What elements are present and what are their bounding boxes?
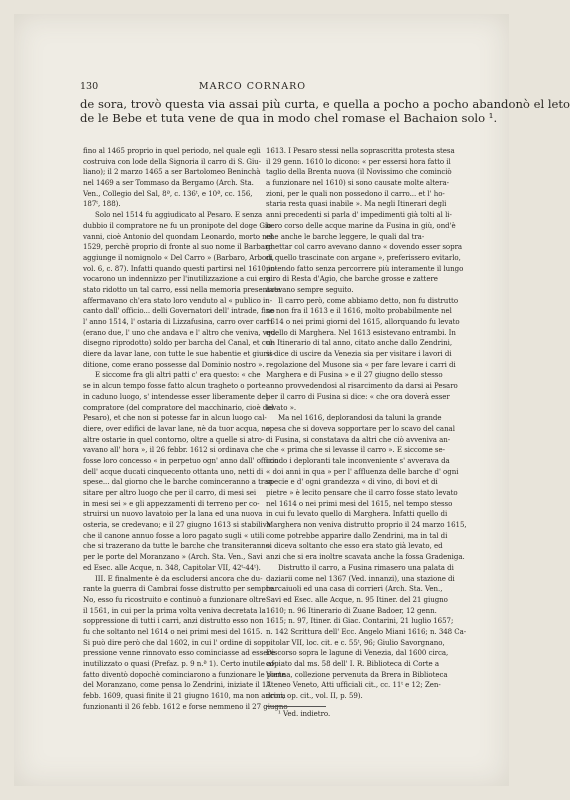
text-line: Distrutto il carro, a Fusina rimasero una palata di (278, 562, 454, 572)
text-line: Marghera e di Fusina » e il 27 giugno dello stesso (266, 370, 443, 380)
text-line: 1610; n. 96 Itinerario di Zuane Badoer, 12 genn. (266, 605, 437, 615)
text-line: Pesaro), et che non si potesse far in alcun luogo cal- (83, 413, 267, 423)
text-line: altre ostarie in quel contorno, oltre a quelle si atro- (83, 434, 265, 444)
text-line: specie e d' ogni grandezza « di vino, di bovi et di (266, 477, 438, 487)
text-line: Marghera non veniva distrutto proprio il 24 marzo 1615, (266, 520, 467, 530)
text-line: 1613. I Pesaro stessi nella soprascritta protesta stesa (266, 146, 455, 155)
text-line: Ateneo Veneto, Atti ufficiali cit., cc. 11ᵗ e 12; Zen- (266, 680, 441, 690)
text-line: fatto diventò dopochè cominciarono a funzionare le porte (83, 669, 286, 679)
text-line: 187ᵗ, 188). (83, 199, 121, 209)
text-line: 1614 o nei primi giorni del 1615, allorquando fu levato (266, 317, 460, 326)
text-line: ed Esec. alle Acque, n. 348, Capitolar VII, 42ᵗ-44ᵗ). (83, 562, 261, 572)
text-line: in caduno luogo, s' intendesse esser liberamente del (83, 391, 268, 401)
text-line: Solo nel 1514 fu aggiudicato al Pesaro. E senza (95, 210, 263, 220)
text-line: Ma nel 1616, deplorandosi da taluni la grande (278, 413, 442, 423)
text-line: n. 142 Scrittura dell' Ecc. Angelo Miani 1616; n. 348 Ca- (266, 626, 467, 636)
text-line: che il canone annuo fosse a loro pagato sugli « utili (83, 530, 265, 540)
text-line: struirsi un nuovo lavatoio per la lana ed una nuova (83, 509, 263, 519)
footnote-separator (266, 706, 326, 707)
text-line: se non fra il 1613 e il 1616, molto probabilmente nel (266, 306, 452, 316)
text-line: stato ridotto un tal carro, essi nella memoria presentata (83, 284, 281, 294)
text-line: potendo fatto senza percorrere più interamente il lungo (266, 263, 464, 273)
text-line: inutilizzato o quasi (Prefaz. p. 9 n.ª 1). Certo inutile af- (83, 659, 276, 668)
running-head (80, 81, 425, 95)
text-line: costruiva con lode della Signoria il carro di S. Giu- (83, 156, 262, 166)
intro-line: de le Bebe et tuta vene de qua in modo chel romase el Bachaion solo ¹. (80, 111, 498, 126)
text-line: se in alcun tempo fosse fatto alcun tragheto o porte (83, 381, 266, 391)
text-line: nel 1469 a ser Tommaso da Bergamo (Arch. Sta. (83, 178, 254, 188)
text-line: drini, op. cit., vol. II, p. 59). (266, 691, 363, 701)
text-line: barcaiuoli ed una casa di corrieri (Arch. Sta. Ven., (266, 584, 443, 594)
text-line: come potrebbe apparire dallo Zendrini, ma in tal di (266, 530, 448, 540)
text-line: quello di Marghera. Nel 1613 esistevano entrambi. In (266, 327, 456, 337)
text-line: per il carro di Fusina si dice: « che ora doverà esser (266, 391, 450, 401)
text-line: osteria, se credevano; e il 27 giugno 1613 si stabiliva (83, 520, 271, 530)
text-line: E siccome fra gli altri patti c' era questo: « che (95, 370, 261, 380)
text-line: vocarono un indennizzo per l'inutilizzazione a cui era (83, 274, 271, 284)
header-title: MARCO CORNARO (198, 81, 307, 92)
text-line: febb. 1609, quasi finite il 21 giugno 1610, ma non ancora (83, 691, 286, 701)
text-line: condo i deploranti tale inconveniente s' avverava da (266, 455, 450, 465)
text-line: che si trazerano da tutte le barche che transiteranno (83, 541, 270, 551)
text-line: anno provvedendosi al risarcimento da darsi ai Pesaro (266, 381, 458, 391)
text-line: fosse loro concesso « in perpetuo ogn' anno dall' officio (83, 455, 279, 465)
text-line: compratore (del compratore del macchinario, cioè del (83, 402, 274, 412)
right-column (266, 146, 467, 719)
text-line: regolazione del Musone sia « per fare levare i carri di (266, 359, 456, 369)
text-line: daziarii come nel 1367 (Ved. innanzi), una stazione di (266, 573, 455, 583)
text-line: soppressione di tutti i carri, anzi distrutto esso non (83, 616, 264, 626)
text-line: dubbio il compratore ne fu un pronipote del doge Gio- (83, 220, 274, 230)
text-line: liano); il 2 marzo 1465 a ser Bartolomeo Beninchà (83, 167, 261, 177)
text-line: (erano due, l' uno che andava e l' altro che veniva, ved. (83, 327, 278, 337)
text-line: funzionanti il 26 febb. 1612 e forse nemmeno il 27 giugno (83, 701, 288, 711)
text-line: canto dall' officio... delli Governatori dell' intrade, fino (83, 306, 275, 316)
text-line: zioni, per le quali non possedono il carro... et l' ho- (266, 188, 445, 198)
text-line: pietre » è lecito pensare che il carro fosse stato levato (266, 488, 458, 497)
text-line: Il carro però, come abbiamo detto, non fu distrutto (278, 295, 459, 305)
text-line: dell' acque ducati cinquecento ottanta uno, netti di (83, 466, 264, 476)
text-line: Discorso sopra le lagune di Venezia, dal 1600 circa, (266, 648, 449, 658)
text-line: anni precedenti si parla d' impedimenti già tolti al li- (266, 210, 452, 220)
text-line: Vienna, collezione pervenuta da Brera in Biblioteca (266, 669, 448, 679)
text-line: giro di Resta d'Agio, che barche grosse e zattere (266, 274, 438, 284)
text-line: l' anno 1514, l' ostaria di Lizzafusina, carro over carri (83, 317, 273, 326)
text-line: spese... dal giorno che le barche cominceranno a tran- (83, 477, 276, 487)
text-line: Ven., Collegio del Sal, 8ª, c. 136ᵗ, e 10ª, cc. 156, (83, 188, 253, 198)
text-line: in cui fu levato quello di Marghera. Infatti quello di (266, 509, 448, 519)
text-line: levato ». (266, 402, 297, 412)
text-line: vanni, cioè Antonio del quondam Leonardo, morto nel (83, 231, 273, 241)
text-line: il 1561, in cui per la prima volta veniva decretata la (83, 605, 266, 615)
intro-paragraph (80, 97, 570, 126)
text-line: rante la guerra di Cambrai fosse distrutto per sempre. (83, 584, 276, 594)
text-line: affermavano ch'era stato loro venduto al « publico in- (83, 295, 273, 305)
text-line: che « prima che si levasse il carro ». E siccome se- (266, 445, 445, 455)
text-line: staria resta quasi inabile ». Ma negli Itinerari degli (266, 199, 447, 209)
text-line: ditione, come erano possesse dal Dominio nostro ». (83, 359, 265, 369)
text-line: ghettar col carro avevano danno « dovendo esser sopra (266, 242, 463, 252)
text-line: si diceva soltanto che esso era stato già levato, ed (266, 541, 443, 551)
text-line: pressione venne rinnovato esso cominciasse ad essere (83, 648, 275, 658)
text-line: di quello trascinate con argane », preferissero evitarlo, (266, 252, 461, 262)
text-line: No, esso fu ricostruito e continuò a funzionare oltre (83, 594, 266, 604)
text-line: disegno riprodotto) soldo per barcha del Canal, et col- (83, 338, 275, 348)
footnote: ¹ Ved. indietro. (278, 708, 331, 718)
text-line: sitare per altro luogo che per il carro, di mesi sei (83, 488, 257, 497)
text-line: nel 1614 o nei primi mesi del 1615, nel tempo stesso (266, 498, 453, 508)
text-line: del Moranzano, come pensa lo Zendrini, iniziate il 17 (83, 680, 271, 690)
text-line: Savi ed Esec. alle Acque, n. 95 Itiner. del 21 giugno (266, 594, 448, 604)
text-line: un Itinerario di tal anno, citato anche dallo Zendrini, (266, 338, 453, 348)
text-line: « doi anni in qua » per l' affluenza delle barche d' ogni (266, 466, 459, 476)
text-line: spesa che si doveva sopportare per lo scavo del canal (266, 423, 455, 433)
text-line: fu che soltanto nel 1614 o nei primi mesi del 1615. (83, 626, 263, 636)
text-line: anzi che si era inoltre scavata anche la fossa Gradeniga. (266, 552, 465, 562)
text-line: avevano sempre seguito. (266, 284, 354, 294)
text-line: vavano all' hora », il 26 febbr. 1612 si ordinava che (83, 445, 264, 455)
text-line: in mesi sei » e gli appezzamenti di terreno per co- (83, 498, 260, 508)
text-line: copiato dal ms. 58 dell' I. R. Biblioteca di Corte a (266, 659, 440, 668)
text-line: bero corso delle acque marine da Fusina in giù, ond'è (266, 220, 456, 230)
text-line: di Fusina, si constatava da altri che ciò avveniva an- (266, 434, 451, 444)
text-line: vol. 6, c. 87). Infatti quando questi partirsi nel 1610 in- (83, 263, 278, 273)
text-line: pitolar VII, loc. cit. e c. 55ᵗ, 96; Giulio Savorgnano, (266, 637, 445, 647)
page-number: 130 (80, 81, 99, 92)
text-line: diere da lavar lane, con tutte le sue habentie et giuris- (83, 349, 275, 359)
text-line: per le porte del Moranzano » (Arch. Sta. Ven., Savi (83, 552, 263, 562)
text-line: III. E finalmente è da escludersi ancora che du- (95, 573, 263, 583)
text-line: Si può dire però che dal 1602, in cui l' ordine di sop- (83, 637, 269, 647)
text-line: che anche le barche leggere, le quali dal tra- (266, 231, 425, 241)
text-line: fino al 1465 proprio in quel periodo, nel quale egli (83, 146, 261, 155)
text-line: 1529, perchè proprio di fronte al suo nome il Barbaro (83, 242, 273, 252)
text-line: a funzionare nel 1610) si sono causate molte altera- (266, 178, 449, 188)
text-line: si dice di uscire da Venezia sia per visitare i lavori di (266, 349, 452, 359)
text-line: taglio della Brenta nuova (il Novissimo che cominciò (266, 167, 452, 177)
text-line: il 29 genn. 1610 lo dicono: « per essersi hora fatto il (266, 156, 451, 166)
intro-line: de sora, trovò questa via assai più curta, e quella a pocho a pocho abandonò el leto (80, 97, 570, 111)
text-line: diere, over edifici de lavar lane, nè da tuor acqua, ne (83, 423, 270, 433)
text-line: aggiunge il nomignolo « Del Carro » (Barbaro, Arbori, (83, 252, 274, 262)
text-line: 1615; n. 97, Itiner. di Giac. Contarini, 21 luglio 1657; (266, 616, 454, 626)
